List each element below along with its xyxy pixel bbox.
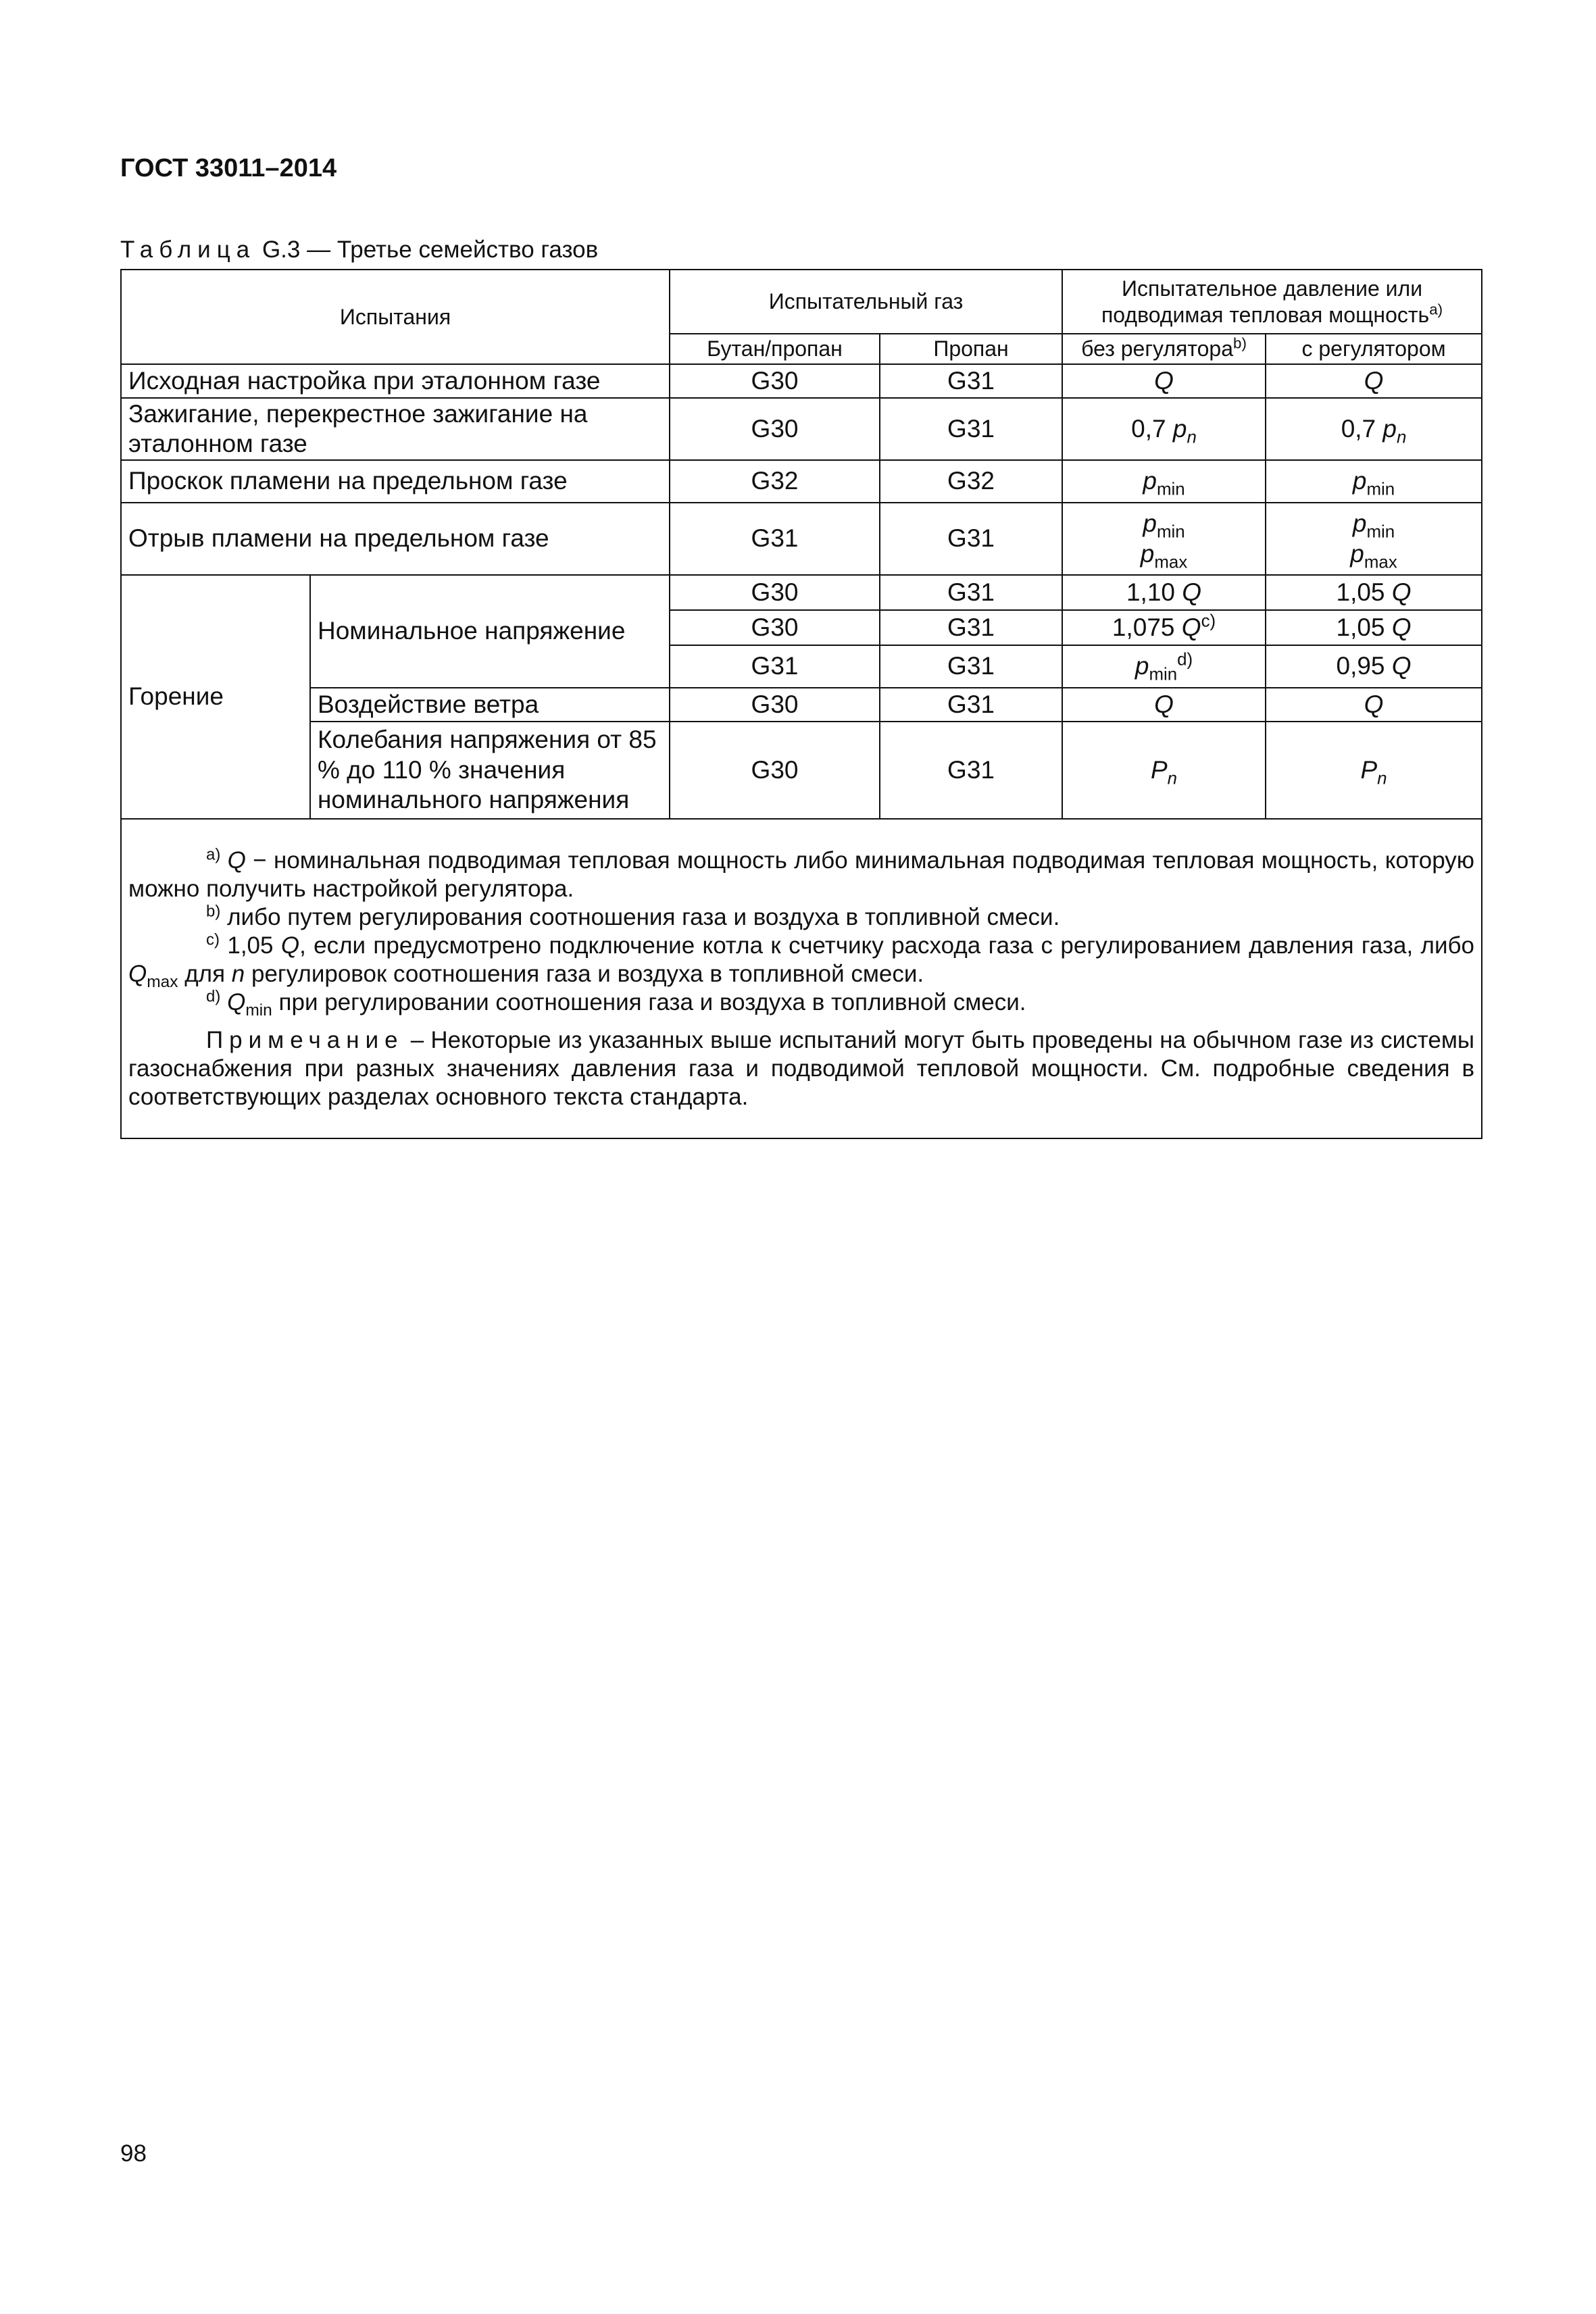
- propane-gas: G31: [880, 503, 1062, 575]
- footnote-b: $^{b)}$ либо путем регулирования соотношения газа и воздуха в топливной смеси.: [206, 901, 1060, 930]
- header-propane: Пропан: [880, 334, 1062, 364]
- value-symbol: p: [1382, 414, 1397, 443]
- value-symbol: Q: [1154, 690, 1174, 718]
- page-number: 98: [120, 2140, 147, 2167]
- header-no-regulator-text: без регулятора: [1081, 336, 1233, 361]
- no-regulator-value: [1062, 610, 1266, 645]
- gas-family-table: [120, 269, 1482, 1139]
- with-regulator-value: [1266, 610, 1482, 645]
- no-regulator-value: [1062, 688, 1266, 722]
- value-subscript: n: [1377, 769, 1387, 788]
- value-note: d): [1177, 650, 1193, 670]
- value-subscript: min: [1149, 665, 1178, 684]
- propane-gas: G31: [880, 575, 1062, 610]
- value-symbol: P: [1150, 755, 1168, 784]
- no-regulator-value: [1062, 575, 1266, 610]
- table-row: [121, 688, 1482, 722]
- propane-gas: G31: [880, 645, 1062, 688]
- header-pressure-note: a): [1429, 300, 1443, 318]
- value-number: 1,10: [1126, 578, 1175, 606]
- value-symbol: p: [1140, 539, 1155, 568]
- footnotes-row: [121, 819, 1482, 1138]
- value-subscript: min: [1156, 522, 1185, 542]
- value-symbol: Q: [1391, 578, 1412, 606]
- value-note: c): [1201, 611, 1216, 631]
- butane-gas: G32: [670, 460, 880, 503]
- value-subscript: max: [1154, 552, 1188, 572]
- footnote-d: $^{d)}$ $Q_{min}$ при регулировании соотношения газа и воздуха в топливной смеси.: [206, 986, 1026, 1020]
- propane-gas: G31: [880, 722, 1062, 819]
- table-row: [121, 364, 1482, 398]
- nominal-voltage-label: Номинальное напряжение: [310, 575, 670, 688]
- header-with-regulator: с регулятором: [1266, 334, 1482, 364]
- value-number: 0,95: [1336, 652, 1385, 680]
- value-symbol: Q: [1364, 366, 1384, 395]
- no-regulator-value: [1062, 503, 1266, 575]
- butane-gas: G30: [670, 575, 880, 610]
- no-regulator-value: [1062, 722, 1266, 819]
- value-number: 1,075: [1112, 613, 1175, 641]
- table-row: [121, 722, 1482, 819]
- no-regulator-value: [1062, 364, 1266, 398]
- value-subscript: min: [1366, 522, 1395, 542]
- with-regulator-value: [1266, 364, 1482, 398]
- value-number: 0,7: [1131, 414, 1166, 443]
- value-number: 1,05: [1336, 613, 1385, 641]
- test-name: Исходная настройка при эталонном газе: [121, 364, 670, 398]
- butane-gas: G30: [670, 688, 880, 722]
- propane-gas: G31: [880, 398, 1062, 460]
- butane-gas: G30: [670, 364, 880, 398]
- value-subscript: max: [1364, 552, 1397, 572]
- wind-label: Воздействие ветра: [310, 688, 670, 722]
- butane-gas: G30: [670, 610, 880, 645]
- no-regulator-value: [1062, 398, 1266, 460]
- with-regulator-value: [1266, 460, 1482, 503]
- document-code: ГОСТ 33011–2014: [120, 154, 337, 182]
- value-subscript: min: [1366, 480, 1395, 499]
- with-regulator-value: [1266, 503, 1482, 575]
- propane-gas: G32: [880, 460, 1062, 503]
- no-regulator-value: [1062, 645, 1266, 688]
- value-symbol: p: [1134, 652, 1149, 680]
- butane-gas: G31: [670, 503, 880, 575]
- propane-gas: G31: [880, 610, 1062, 645]
- header-no-regulator: [1062, 334, 1266, 364]
- value-symbol: p: [1352, 509, 1367, 538]
- value-symbol: P: [1360, 755, 1378, 784]
- value-symbol: Q: [1181, 613, 1201, 641]
- butane-gas: G31: [670, 645, 880, 688]
- with-regulator-value: [1266, 688, 1482, 722]
- footnote-a: $^{a)}$ Q − номинальная подводимая тепловая мощность либо минимальная подводимая тепловая мощность, которую можно получить настройкой регулятора.: [128, 845, 1475, 902]
- value-symbol: p: [1352, 467, 1367, 495]
- table-row: [121, 503, 1482, 575]
- value-symbol: p: [1143, 509, 1157, 538]
- combustion-label: Горение: [121, 575, 310, 819]
- with-regulator-value: [1266, 722, 1482, 819]
- value-symbol: p: [1143, 467, 1157, 495]
- table-row: [121, 398, 1482, 460]
- table-row: [121, 460, 1482, 503]
- value-symbol: p: [1172, 414, 1187, 443]
- table-caption: [120, 236, 598, 263]
- header-butane-propane: Бутан/пропан: [670, 334, 880, 364]
- caption-prefix: Таблица: [120, 236, 256, 263]
- value-subscript: n: [1187, 428, 1197, 447]
- value-symbol: Q: [1154, 366, 1174, 395]
- header-test-gas: Испытательный газ: [670, 270, 1062, 334]
- with-regulator-value: [1266, 645, 1482, 688]
- value-symbol: Q: [1364, 690, 1384, 718]
- test-name: Зажигание, перекрестное зажигание на эталонном газе: [121, 398, 670, 460]
- voltage-fluctuation-label: Колебания напряжения от 85 % до 110 % значения номинального напряжения: [310, 722, 670, 819]
- remark-label: Примечание: [206, 1026, 404, 1053]
- header-tests: Испытания: [121, 270, 670, 364]
- value-subscript: n: [1167, 769, 1178, 788]
- header-pressure: [1062, 270, 1482, 334]
- header-pressure-text: Испытательное давление или подводимая тепловая мощность: [1101, 276, 1430, 327]
- value-symbol: Q: [1391, 652, 1412, 680]
- caption-title: G.3 — Третье семейство газов: [255, 236, 599, 263]
- with-regulator-value: [1266, 575, 1482, 610]
- value-subscript: min: [1156, 480, 1185, 499]
- value-number: 0,7: [1341, 414, 1376, 443]
- footnote-c: $^{c)}$ 1,05 Q, если предусмотрено подключение котла к счетчику расхода газа с регулированием давления газа, либо $Q_{max}$ для n регулировок соотношения газа и воздуха в топливной смеси.: [128, 930, 1475, 991]
- table-row: [121, 575, 1482, 610]
- header-no-regulator-note: b): [1233, 334, 1247, 352]
- footnotes: [121, 819, 1482, 1138]
- no-regulator-value: [1062, 460, 1266, 503]
- table-remark: [128, 1026, 1474, 1111]
- value-symbol: Q: [1391, 613, 1412, 641]
- butane-gas: G30: [670, 722, 880, 819]
- value-symbol: p: [1350, 539, 1364, 568]
- propane-gas: G31: [880, 688, 1062, 722]
- value-number: 1,05: [1336, 578, 1385, 606]
- with-regulator-value: [1266, 398, 1482, 460]
- remark-text: – Некоторые из указанных выше испытаний могут быть проведены на обычном газе из системы газоснабжения при разных значениях давления газа и подводимой тепловой мощности. См. подробные сведения в соответствующих разделах основного текста стандарта.: [128, 1026, 1475, 1110]
- value-symbol: Q: [1182, 578, 1202, 606]
- propane-gas: G31: [880, 364, 1062, 398]
- test-name: Отрыв пламени на предельном газе: [121, 503, 670, 575]
- butane-gas: G30: [670, 398, 880, 460]
- test-name: Проскок пламени на предельном газе: [121, 460, 670, 503]
- value-subscript: n: [1396, 428, 1407, 447]
